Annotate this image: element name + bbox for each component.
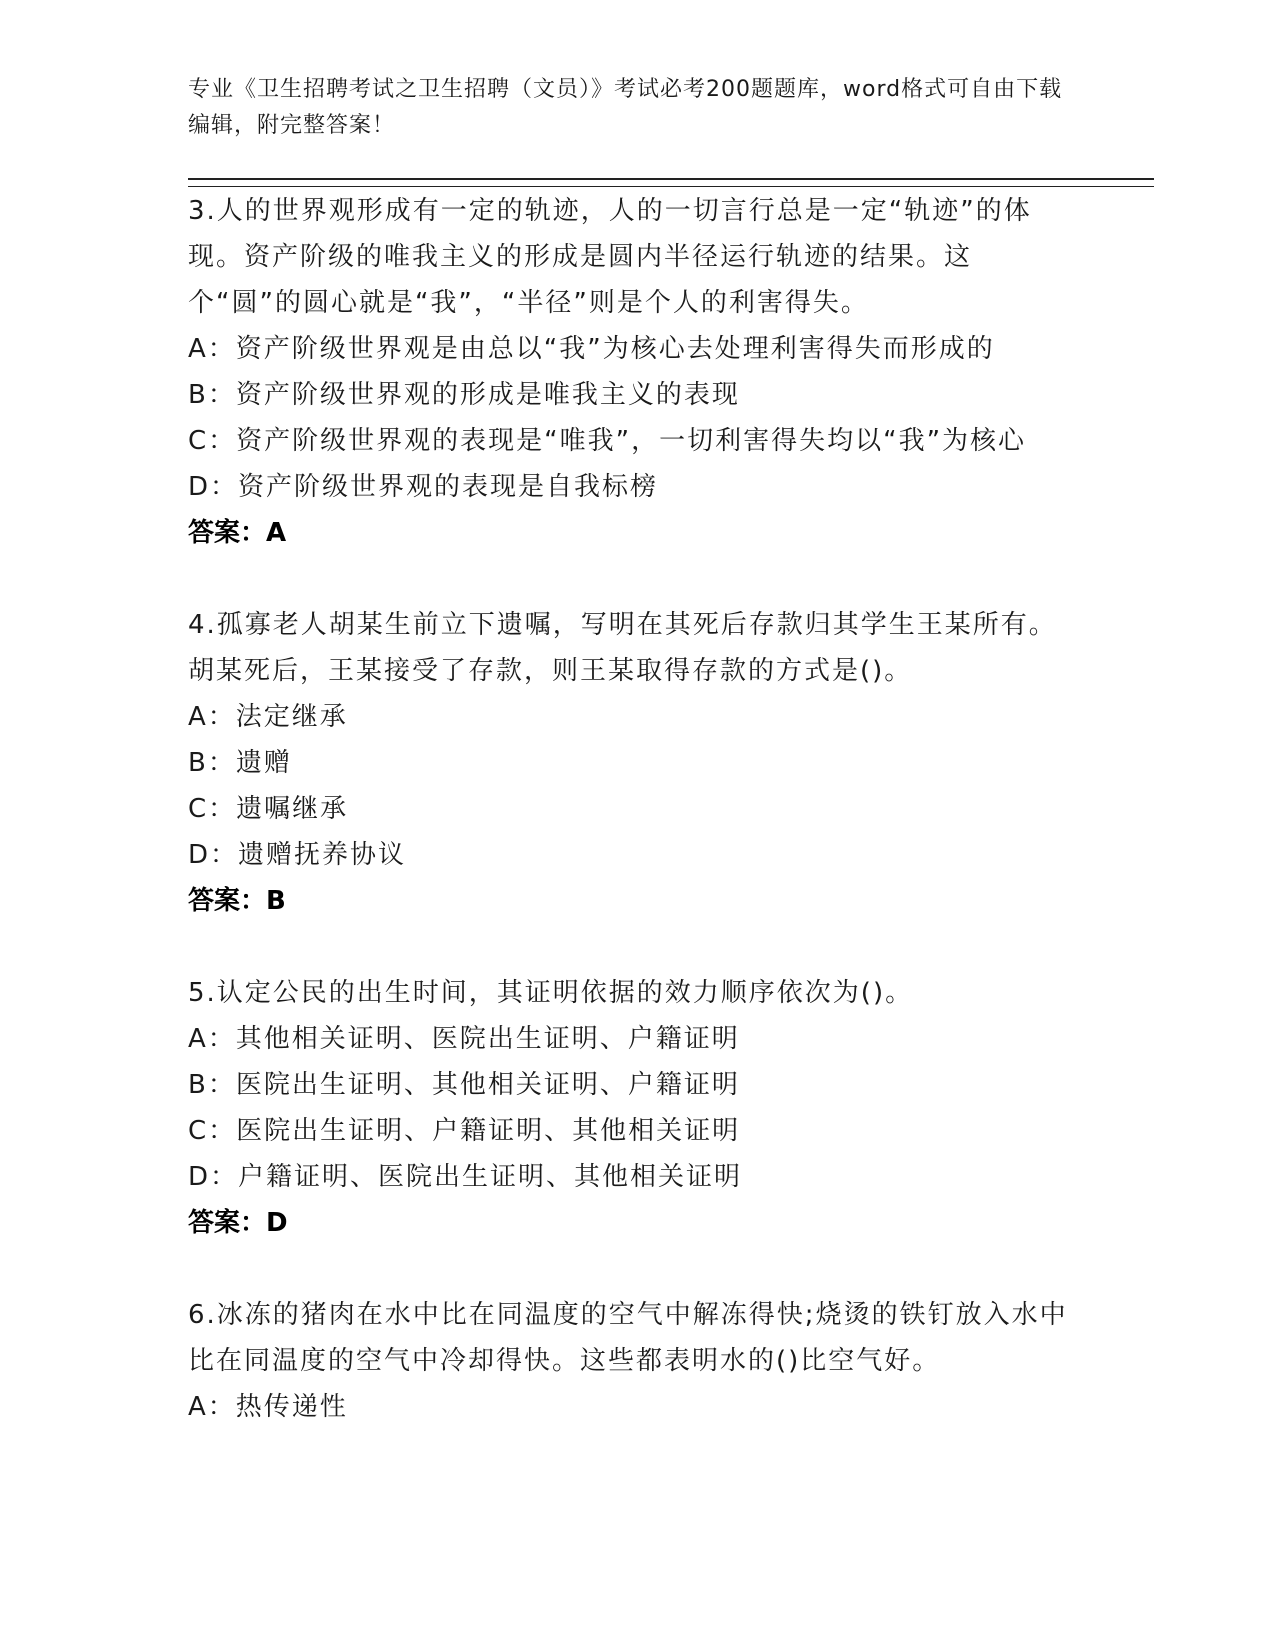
option-a: A：热传递性 (188, 1392, 348, 1422)
question-3 (188, 188, 1068, 556)
question-4 (188, 602, 1068, 924)
question-stem: 4.孤寡老人胡某生前立下遗嘱，写明在其死后存款归其学生王某所有。胡某死后，王某接受了存款，则王某取得存款的方式是()。 (188, 610, 1057, 686)
option-d: D：遗赠抚养协议 (188, 840, 407, 870)
option-a: A：其他相关证明、医院出生证明、户籍证明 (188, 1024, 740, 1054)
answer: 答案：D (188, 1208, 288, 1238)
option-c: C：遗嘱继承 (188, 794, 349, 824)
option-b: B：资产阶级世界观的形成是唯我主义的表现 (188, 380, 740, 410)
question-list (188, 188, 1068, 1476)
option-b: B：遗赠 (188, 748, 292, 778)
question-stem: 6.冰冻的猪肉在水中比在同温度的空气中解冻得快;烧烫的铁钉放入水中比在同温度的空气中冷却得快。这些都表明水的()比空气好。 (188, 1300, 1068, 1376)
question-stem: 5.认定公民的出生时间，其证明依据的效力顺序依次为()。 (188, 978, 914, 1008)
option-d: D：户籍证明、医院出生证明、其他相关证明 (188, 1162, 743, 1192)
question-stem: 3.人的世界观形成有一定的轨迹，人的一切言行总是一定“轨迹”的体现。资产阶级的唯我主义的形成是圆内半径运行轨迹的结果。这个“圆”的圆心就是“我”，“半径”则是个人的利害得失。 (188, 196, 1032, 318)
answer: 答案：B (188, 886, 286, 916)
option-b: B：医院出生证明、其他相关证明、户籍证明 (188, 1070, 740, 1100)
document-title: 专业《卫生招聘考试之卫生招聘（文员）》考试必考200题题库，word格式可自由下载编辑，附完整答案！ (188, 77, 1063, 138)
question-5 (188, 970, 1068, 1246)
page-header (188, 72, 1068, 144)
option-c: C：资产阶级世界观的表现是“唯我”，一切利害得失均以“我”为核心 (188, 426, 1027, 456)
option-c: C：医院出生证明、户籍证明、其他相关证明 (188, 1116, 741, 1146)
answer: 答案：A (188, 518, 287, 548)
option-d: D：资产阶级世界观的表现是自我标榜 (188, 472, 659, 502)
option-a: A：法定继承 (188, 702, 348, 732)
option-a: A：资产阶级世界观是由总以“我”为核心去处理利害得失而形成的 (188, 334, 995, 364)
question-6 (188, 1292, 1068, 1430)
header-divider (188, 178, 1154, 187)
